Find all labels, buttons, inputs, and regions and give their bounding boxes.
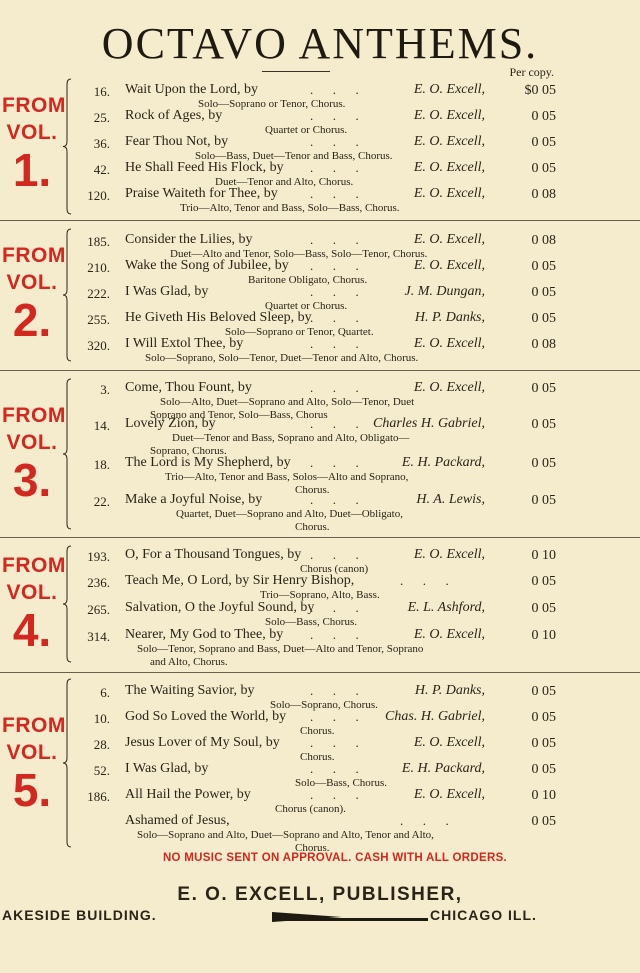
- anthem-price: 0 05: [531, 762, 556, 777]
- voicing-note: Trio—Soprano, Alto, Bass.: [260, 589, 380, 601]
- leader-dots: . . .: [400, 813, 449, 828]
- leader-dots: . . .: [310, 258, 359, 273]
- volume-vol-text: VOL.: [6, 271, 58, 294]
- anthem-composer: E. O. Excell,: [413, 232, 485, 247]
- anthem-composer: E. O. Excell,: [413, 258, 485, 273]
- leader-dots: . . .: [310, 310, 359, 325]
- volume-vol-text: VOL.: [6, 431, 58, 454]
- anthem-price: 0 05: [531, 259, 556, 274]
- anthem-title: Come, Thou Fount, by: [125, 380, 252, 395]
- anthem-number: 193.: [87, 549, 110, 564]
- leader-dots: . . .: [310, 416, 359, 431]
- voicing-note: Chorus.: [300, 751, 335, 763]
- volume-from-text: FROM: [2, 94, 66, 117]
- anthem-composer: Charles H. Gabriel,: [373, 416, 485, 431]
- anthem-title: Rock of Ages, by: [125, 108, 223, 123]
- anthem-title: All Hail the Power, by: [125, 787, 251, 802]
- anthem-number: 236.: [87, 575, 110, 590]
- anthem-price: 0 05: [531, 161, 556, 176]
- volume-from-text: FROM: [2, 404, 66, 427]
- anthem-price: 0 05: [531, 135, 556, 150]
- address-building: AKESIDE BUILDING.: [2, 907, 157, 923]
- anthem-number: 10.: [93, 711, 110, 726]
- anthem-number: 314.: [87, 629, 110, 644]
- anthem-price: 0 05: [531, 311, 556, 326]
- leader-dots: . . .: [310, 600, 359, 615]
- volume-number: 3.: [12, 454, 52, 506]
- anthem-composer: E. O. Excell,: [413, 380, 485, 395]
- volume-label: [2, 244, 66, 346]
- anthem-composer: E. O. Excell,: [413, 547, 485, 562]
- anthem-composer: E. L. Ashford,: [407, 600, 485, 615]
- anthem-title: Jesus Lover of My Soul, by: [125, 735, 280, 750]
- anthem-title: He Giveth His Beloved Sleep, by: [125, 310, 312, 325]
- volume-vol-text: VOL.: [6, 121, 58, 144]
- anthem-number: 265.: [87, 602, 110, 617]
- anthem-price: 0 08: [531, 233, 556, 248]
- leader-dots: . . .: [310, 627, 359, 642]
- section-divider: [0, 537, 640, 538]
- volume-label: [2, 94, 66, 196]
- voicing-note: Trio—Alto, Tenor and Bass, Solo—Bass, Chorus.: [180, 202, 400, 214]
- anthem-composer: H. P. Danks,: [414, 683, 485, 698]
- anthem-number: 25.: [93, 110, 110, 125]
- anthem-price: 0 05: [531, 736, 556, 751]
- leader-dots: . . .: [310, 735, 359, 750]
- voicing-note: Solo—Soprano, Chorus.: [270, 699, 378, 711]
- anthem-number: 22.: [93, 494, 110, 509]
- leader-dots: . . .: [310, 455, 359, 470]
- volume-from-text: FROM: [2, 244, 66, 267]
- leader-dots: . . .: [310, 160, 359, 175]
- volume-vol-text: VOL.: [6, 581, 58, 604]
- anthem-price: 0 05: [531, 684, 556, 699]
- anthem-composer: J. M. Dungan,: [404, 284, 485, 299]
- anthem-composer: E. O. Excell,: [413, 160, 485, 175]
- voicing-note: Solo—Alto, Duet—Soprano and Alto, Solo—Tenor, Duet: [160, 396, 415, 408]
- voicing-note: Chorus.: [295, 483, 330, 496]
- leader-dots: . . .: [310, 108, 359, 123]
- anthem-price: 0 05: [531, 710, 556, 725]
- anthem-title: O, For a Thousand Tongues, by: [125, 547, 302, 562]
- anthem-price: 0 05: [531, 285, 556, 300]
- voicing-note: Quartet or Chorus.: [265, 300, 348, 312]
- anthem-price: 0 05: [531, 814, 556, 829]
- volume-from-text: FROM: [2, 554, 66, 577]
- anthem-price: 0 10: [531, 548, 556, 563]
- leader-dots: . . .: [310, 186, 359, 201]
- leader-dots: . . .: [310, 82, 359, 97]
- anthem-composer: E. O. Excell,: [413, 82, 485, 97]
- section-divider: [0, 672, 640, 673]
- address-rule: [272, 918, 428, 921]
- voicing-note: Quartet, Duet—Soprano and Alto, Duet—Obligato,: [176, 508, 403, 520]
- anthem-title: Ashamed of Jesus,: [125, 813, 230, 828]
- anthem-number: 210.: [87, 260, 110, 275]
- anthem-price: 0 05: [531, 601, 556, 616]
- voicing-note: Solo—Soprano and Alto, Duet—Soprano and Alto, Tenor and Alto,: [137, 829, 434, 841]
- anthem-composer: E. O. Excell,: [413, 735, 485, 750]
- anthem-composer: E. O. Excell,: [413, 134, 485, 149]
- volume-label: [2, 714, 66, 816]
- leader-dots: . . .: [310, 787, 359, 802]
- leader-dots: . . .: [310, 284, 359, 299]
- voicing-note: Duet—Tenor and Bass, Soprano and Alto, Obligato—: [172, 432, 410, 444]
- leader-dots: . . .: [400, 573, 449, 588]
- volume-label: [2, 404, 66, 506]
- anthem-title: I Was Glad, by: [125, 284, 209, 299]
- leader-dots: . . .: [310, 492, 359, 507]
- leader-dots: . . .: [310, 761, 359, 776]
- leader-dots: . . .: [310, 683, 359, 698]
- voicing-note: Solo—Bass, Chorus.: [265, 616, 357, 628]
- anthem-title: I Will Extol Thee, by: [125, 336, 244, 351]
- anthem-composer: E. H. Packard,: [401, 455, 485, 470]
- anthem-price: $0 05: [524, 83, 556, 98]
- volume-label: [2, 554, 66, 656]
- leader-dots: . . .: [310, 134, 359, 149]
- leader-dots: . . .: [310, 547, 359, 562]
- anthem-title: Fear Thou Not, by: [125, 134, 229, 149]
- anthem-price: 0 08: [531, 187, 556, 202]
- anthem-price: 0 05: [531, 493, 556, 508]
- volume-from-text: FROM: [2, 714, 66, 737]
- title-rule: [262, 71, 330, 72]
- voicing-note: Duet—Alto and Tenor, Solo—Bass, Solo—Tenor, Chorus.: [170, 248, 428, 260]
- anthem-title: He Shall Feed His Flock, by: [125, 160, 284, 175]
- anthem-composer: E. O. Excell,: [413, 627, 485, 642]
- leader-dots: . . .: [310, 336, 359, 351]
- anthem-composer: Chas. H. Gabriel,: [385, 709, 485, 724]
- voicing-note: Soprano and Tenor, Solo—Bass, Chorus: [150, 408, 328, 421]
- voicing-note: Trio—Alto, Tenor and Bass, Solos—Alto and Soprano,: [165, 471, 409, 483]
- anthem-title: I Was Glad, by: [125, 761, 209, 776]
- anthem-composer: E. O. Excell,: [413, 787, 485, 802]
- anthem-title: Lovely Zion, by: [125, 416, 216, 431]
- voicing-note: Chorus (canon).: [275, 803, 346, 815]
- anthem-number: 42.: [93, 162, 110, 177]
- voicing-note: Solo—Soprano or Tenor, Chorus.: [198, 98, 346, 110]
- publisher-name: E. O. EXCELL, PUBLISHER,: [177, 884, 463, 905]
- anthem-title: Teach Me, O Lord, by Sir Henry Bishop,: [125, 573, 355, 588]
- anthem-number: 14.: [93, 418, 110, 433]
- anthem-title: Nearer, My God to Thee, by: [125, 627, 284, 642]
- voicing-note: Chorus.: [295, 841, 330, 854]
- voicing-note: Chorus.: [300, 725, 335, 737]
- anthem-title: The Waiting Savior, by: [125, 683, 255, 698]
- anthem-title: Make a Joyful Noise, by: [125, 492, 263, 507]
- anthem-price: 0 05: [531, 109, 556, 124]
- anthem-number: 28.: [93, 737, 110, 752]
- anthem-title: Wake the Song of Jubilee, by: [125, 258, 289, 273]
- voicing-note: Solo—Soprano or Tenor, Quartet.: [225, 326, 374, 338]
- anthem-price: 0 05: [531, 456, 556, 471]
- voicing-note: Solo—Tenor, Soprano and Bass, Duet—Alto and Tenor, Soprano: [137, 643, 424, 655]
- leader-dots: . . .: [310, 380, 359, 395]
- anthem-title: Salvation, O the Joyful Sound, by: [125, 600, 315, 615]
- anthem-price: 0 05: [531, 381, 556, 396]
- anthem-title: Praise Waiteth for Thee, by: [125, 186, 278, 201]
- per-copy-label: Per copy.: [509, 65, 554, 79]
- anthem-composer: E. O. Excell,: [413, 336, 485, 351]
- anthem-number: 16.: [93, 84, 110, 99]
- anthem-number: 36.: [93, 136, 110, 151]
- anthem-number: 222.: [87, 286, 110, 301]
- page-title: OCTAVO ANTHEMS.: [101, 19, 539, 68]
- volume-number: 4.: [12, 604, 52, 656]
- anthem-composer: H. A. Lewis,: [416, 492, 485, 507]
- anthem-price: 0 05: [531, 574, 556, 589]
- anthem-title: God So Loved the World, by: [125, 709, 287, 724]
- leader-dots: . . .: [310, 709, 359, 724]
- anthem-price: 0 10: [531, 628, 556, 643]
- voicing-note: Solo—Soprano, Solo—Tenor, Duet—Tenor and Alto, Chorus.: [145, 352, 419, 364]
- address-city: CHICAGO ILL.: [430, 907, 537, 923]
- anthem-title: The Lord is My Shepherd, by: [125, 455, 291, 470]
- anthem-price: 0 05: [531, 417, 556, 432]
- anthem-composer: E. O. Excell,: [413, 186, 485, 201]
- anthem-composer: H. P. Danks,: [414, 310, 485, 325]
- anthem-composer: E. H. Packard,: [401, 761, 485, 776]
- anthem-title: Wait Upon the Lord, by: [125, 82, 259, 97]
- anthem-number: 6.: [100, 685, 110, 700]
- section-divider: [0, 370, 640, 371]
- anthem-composer: E. O. Excell,: [413, 108, 485, 123]
- voicing-note: Baritone Obligato, Chorus.: [248, 274, 368, 286]
- anthem-price: 0 08: [531, 337, 556, 352]
- voicing-note: Chorus (canon): [300, 563, 369, 575]
- anthem-number: 52.: [93, 763, 110, 778]
- anthem-number: 120.: [87, 188, 110, 203]
- voicing-note: Chorus.: [295, 520, 330, 533]
- voicing-note: Solo—Bass, Chorus.: [295, 777, 387, 789]
- volume-vol-text: VOL.: [6, 741, 58, 764]
- voicing-note: and Alto, Chorus.: [150, 655, 228, 668]
- anthem-number: 185.: [87, 234, 110, 249]
- anthem-number: 186.: [87, 789, 110, 804]
- leader-dots: . . .: [310, 232, 359, 247]
- voicing-note: Quartet or Chorus.: [265, 124, 348, 136]
- anthem-title: Consider the Lilies, by: [125, 232, 253, 247]
- anthem-number: 320.: [87, 338, 110, 353]
- anthem-number: 255.: [87, 312, 110, 327]
- anthem-number: 3.: [100, 382, 110, 397]
- volume-number: 1.: [12, 144, 52, 196]
- voicing-note: Soprano, Chorus.: [150, 444, 227, 457]
- section-divider: [0, 220, 640, 221]
- anthem-number: 18.: [93, 457, 110, 472]
- voicing-note: Duet—Tenor and Alto, Chorus.: [215, 176, 354, 188]
- voicing-note: Solo—Bass, Duet—Tenor and Bass, Chorus.: [195, 150, 393, 162]
- anthem-price: 0 10: [531, 788, 556, 803]
- volume-number: 5.: [12, 764, 52, 816]
- volume-number: 2.: [12, 294, 52, 346]
- order-notice: NO MUSIC SENT ON APPROVAL. CASH WITH ALL ORDERS.: [162, 852, 508, 864]
